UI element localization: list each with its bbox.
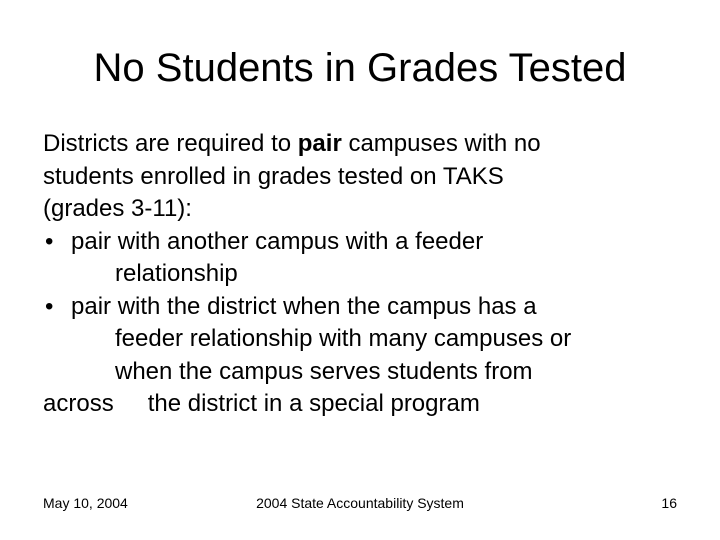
bullet-2-line-4 (43, 388, 693, 421)
bullet-marker: • (45, 227, 54, 255)
bullet-2-text-across: across (43, 390, 114, 417)
intro-text-end: campuses with no (341, 130, 541, 157)
intro-line-2: students enrolled in grades tested on TAKS (43, 162, 504, 190)
footer-title: 2004 State Accountability System (256, 495, 464, 511)
bullet-2-line-3: when the campus serves students from (115, 357, 533, 385)
page-number: 16 (661, 495, 677, 511)
bullet-2-text-rest: the district in a special program (147, 390, 480, 417)
bullet-2-text: pair with the district when the campus has a (71, 292, 537, 320)
intro-text-start: Districts are required to (43, 130, 298, 157)
bullet-1-line-1 (43, 226, 693, 259)
intro-line-1 (43, 128, 693, 161)
bullet-1-text: pair with another campus with a feeder (71, 227, 484, 255)
slide-title: No Students in Grades Tested (93, 46, 627, 90)
intro-line-3: (grades 3-11): (43, 195, 192, 222)
bullet-2-line-2: feeder relationship with many campuses or (115, 325, 572, 352)
intro-bold-word: pair (297, 130, 342, 157)
footer-date: May 10, 2004 (43, 495, 128, 511)
bullet-marker: • (45, 292, 54, 320)
slide-body (43, 128, 693, 421)
bullet-1-line-2: relationship (115, 260, 238, 287)
bullet-2-line-1 (43, 291, 693, 324)
